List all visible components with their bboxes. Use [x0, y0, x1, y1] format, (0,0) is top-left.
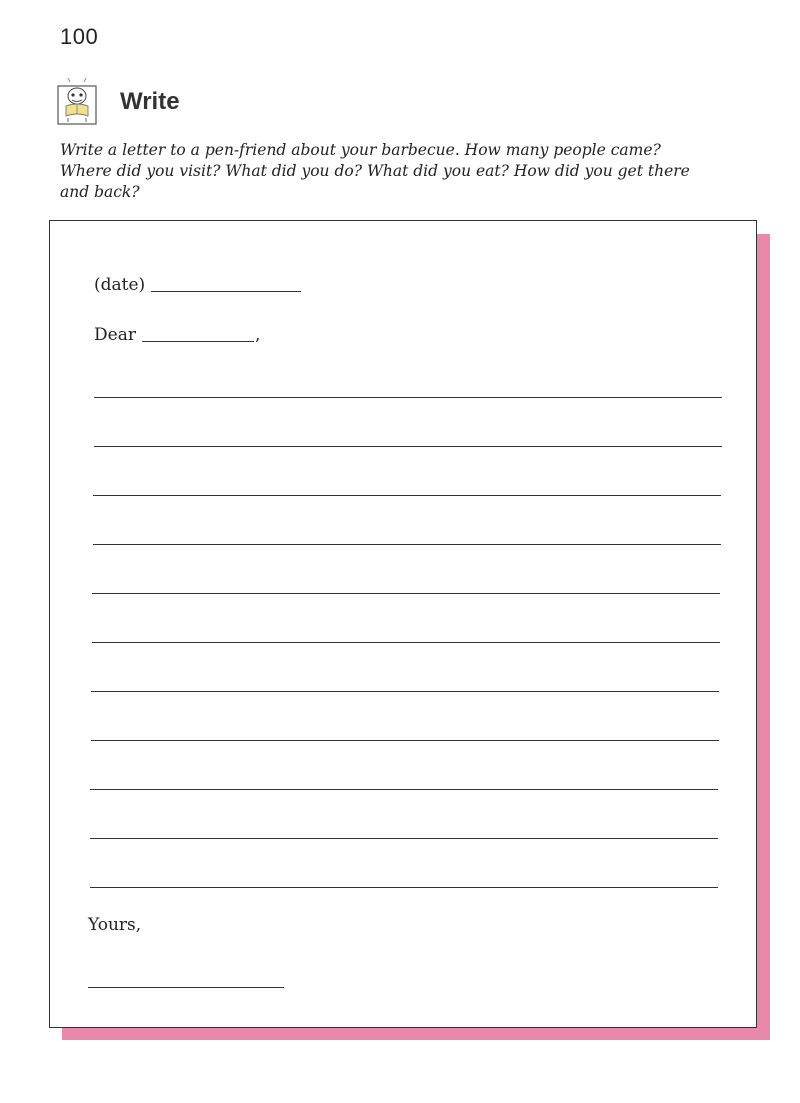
writing-line[interactable]	[93, 495, 721, 496]
date-label: (date)	[94, 275, 146, 295]
writing-line[interactable]	[94, 446, 722, 447]
writing-line[interactable]	[90, 838, 718, 839]
section-title: Write	[120, 88, 180, 115]
writing-line[interactable]	[91, 691, 719, 692]
signature-line[interactable]	[88, 987, 284, 988]
writing-line[interactable]	[93, 544, 721, 545]
writing-line[interactable]	[90, 789, 718, 790]
reading-character-icon	[56, 78, 100, 126]
page-number: 100	[60, 24, 99, 49]
writing-line[interactable]	[92, 642, 720, 643]
date-field-row	[94, 275, 301, 295]
greeting-comma: ,	[254, 325, 261, 345]
date-blank[interactable]	[151, 290, 301, 292]
greeting-field-row	[94, 325, 260, 345]
writing-line[interactable]	[91, 740, 719, 741]
greeting-label: Dear	[94, 325, 136, 345]
writing-line[interactable]	[94, 397, 722, 398]
instructions: Write a letter to a pen-friend about your barbecue. How many people came? Where did you visit? What did you do? What did you eat? How did you get there and back?	[60, 141, 690, 201]
writing-line[interactable]	[92, 593, 720, 594]
recipient-blank[interactable]	[142, 340, 254, 342]
section-header	[56, 78, 180, 126]
letter-closing: Yours,	[88, 915, 142, 935]
letter-paper	[49, 220, 757, 1028]
writing-line[interactable]	[90, 887, 718, 888]
